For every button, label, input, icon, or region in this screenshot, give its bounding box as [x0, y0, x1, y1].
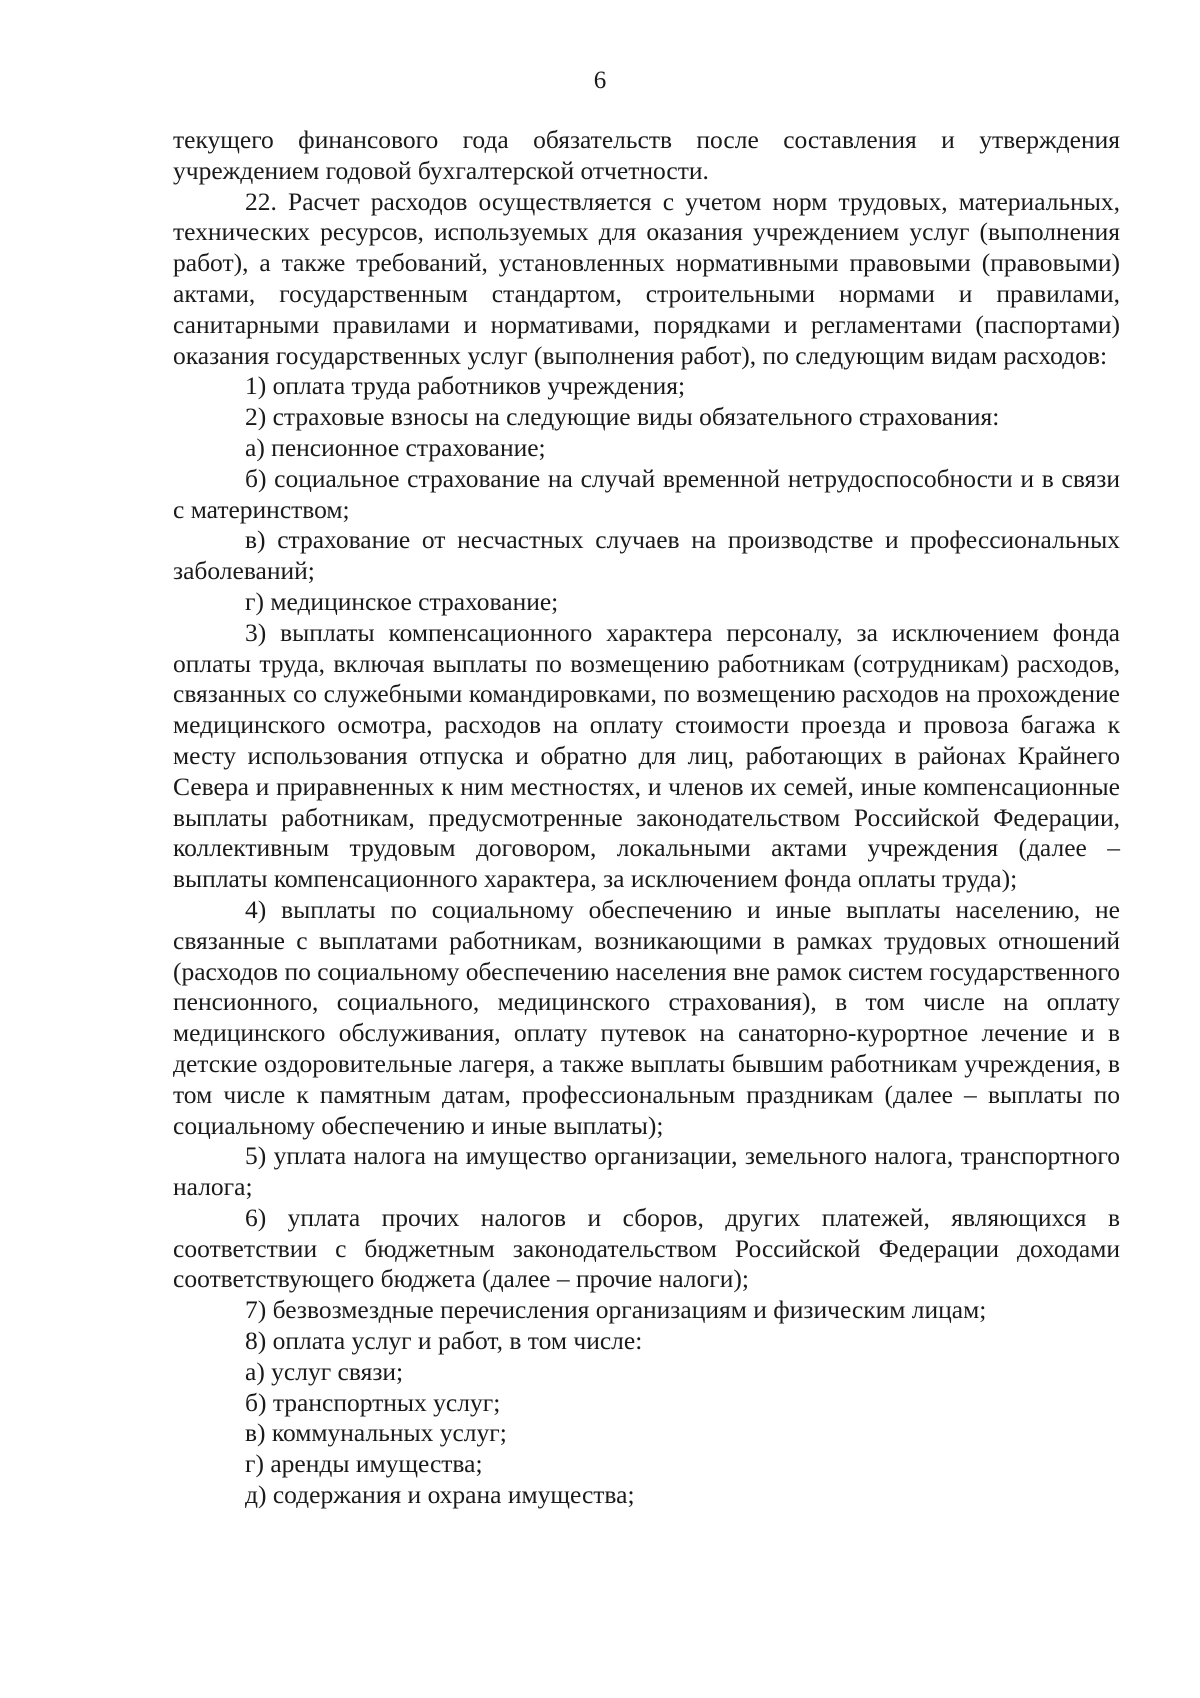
list-item-8g: г) аренды имущества;	[245, 1449, 483, 1479]
document-body	[173, 125, 1120, 1511]
paragraph-item-22: 22. Расчет расходов осуществляется с учетом норм трудовых, материальных, технических ресурсов, используемых для оказания учреждением услуг (выполнения работ), а также требований, установленных нормативными правовыми (правовыми) актами, государственным стандартом, строительными нормами и правилами, санитарными правилами и нормативами, порядками и регламентами (паспортами) оказания государственных услуг (выполнения работ), по следующим видам расходов:	[173, 186, 1120, 370]
page-number: 6	[593, 67, 607, 94]
list-item-2g: г) медицинское страхование;	[245, 586, 559, 616]
list-item-2: 2) страховые взносы на следующие виды обязательного страхования:	[245, 402, 1000, 432]
list-item-7: 7) безвозмездные перечисления организациям и физическим лицам;	[245, 1295, 987, 1325]
list-item-1: 1) оплата труда работников учреждения;	[245, 371, 686, 401]
list-item-8v: в) коммунальных услуг;	[245, 1418, 507, 1448]
list-item-5: 5) уплата налога на имущество организации, земельного налога, транспортного налога;	[173, 1141, 1120, 1202]
list-item-3: 3) выплаты компенсационного характера персоналу, за исключением фонда оплаты труда, включая выплаты по возмещению работникам (сотрудникам) расходов, связанных со служебными командировками, по возмещению расходов на прохождение медицинского осмотра, расходов на оплату стоимости проезда и провоза багажа к месту использования отпуска и обратно для лиц, работающих в районах Крайнего Севера и приравненных к ним местностях, и членов их семей, иные компенсационные выплаты работникам, предусмотренные законодательством Российской Федерации, коллективным трудовым договором, локальными актами учреждения (далее – выплаты компенсационного характера, за исключением фонда оплаты труда);	[173, 617, 1120, 894]
list-item-4: 4) выплаты по социальному обеспечению и иные выплаты населению, не связанные с выплатами работникам, возникающими в рамках трудовых отношений (расходов по социальному обеспечению населения вне рамок систем государственного пенсионного, социального, медицинского страхования), в том числе на оплату медицинского обслуживания, оплату путевок на санаторно-курортное лечение и в детские оздоровительные лагеря, а также выплаты бывшим работникам учреждения, в том числе к памятным датам, профессиональным праздникам (далее – выплаты по социальному обеспечению и иные выплаты);	[173, 894, 1120, 1140]
list-item-8: 8) оплата услуг и работ, в том числе:	[245, 1326, 643, 1356]
list-item-8b: б) транспортных услуг;	[245, 1387, 501, 1417]
list-item-8d: д) содержания и охрана имущества;	[245, 1480, 635, 1510]
list-item-2b: б) социальное страхование на случай временной нетрудоспособности и в связи с материнством;	[173, 463, 1120, 524]
paragraph-continuation: текущего финансового года обязательств после составления и утверждения учреждением годовой бухгалтерской отчетности.	[173, 125, 1120, 185]
list-item-2a: а) пенсионное страхование;	[245, 432, 546, 462]
list-item-8a: а) услуг связи;	[245, 1356, 404, 1386]
list-item-6: 6) уплата прочих налогов и сборов, других платежей, являющихся в соответствии с бюджетным законодательством Российской Федерации доходами соответствующего бюджета (далее – прочие налоги);	[173, 1202, 1120, 1294]
list-item-2v: в) страхование от несчастных случаев на производстве и профессиональных заболеваний;	[173, 525, 1120, 586]
